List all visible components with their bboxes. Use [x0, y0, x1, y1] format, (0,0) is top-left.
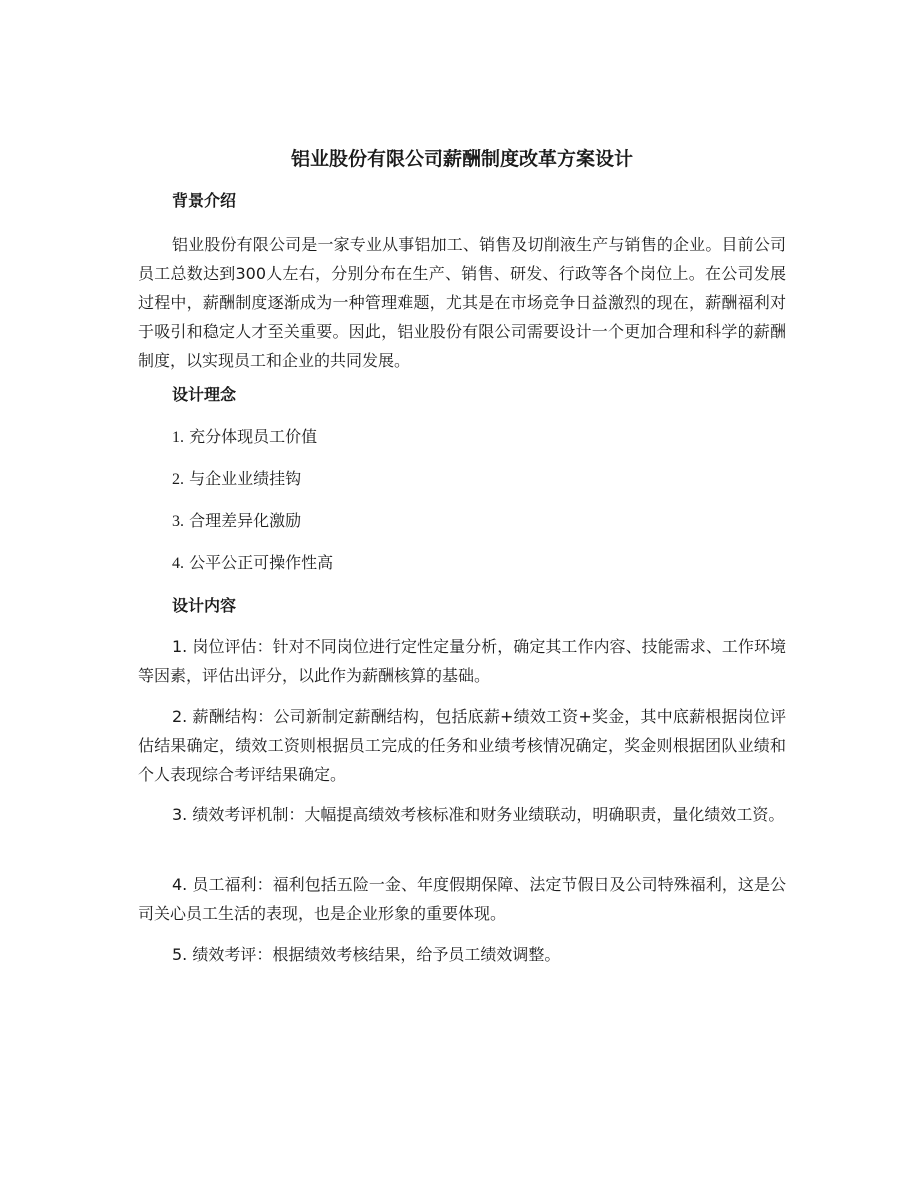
concept-item	[172, 510, 301, 533]
content-item: 1. 岗位评估：针对不同岗位进行定性定量分析，确定其工作内容、技能需求、工作环境等因素，评估出评分，以此作为薪酬核算的基础。	[138, 637, 786, 685]
concept-item	[172, 426, 317, 449]
content-item: 5. 绩效考评：根据绩效考核结果，给予员工绩效调整。	[172, 945, 561, 964]
concept-item	[172, 468, 301, 491]
concept-item-number: 2.	[172, 471, 184, 488]
background-paragraph: 铝业股份有限公司是一家专业从事铝加工、销售及切削液生产与销售的企业。目前公司员工总数达到300人左右，分别分布在生产、销售、研发、行政等各个岗位上。在公司发展过程中，薪酬制度逐渐成为一种管理难题，尤其是在市场竞争日益激烈的现在，薪酬福利对于吸引和稳定人才至关重要。因此，铝业股份有限公司需要设计一个更加合理和科学的薪酬制度，以实现员工和企业的共同发展。	[138, 235, 786, 370]
concept-item-text: 与企业业绩挂钩	[189, 469, 302, 488]
document-title: 铝业股份有限公司薪酬制度改革方案设计	[290, 148, 633, 170]
concept-item-text: 合理差异化激励	[189, 511, 302, 530]
concept-item-text: 充分体现员工价值	[189, 427, 318, 446]
section-heading-content: 设计内容	[172, 596, 237, 615]
concept-item-text: 公平公正可操作性高	[189, 553, 334, 572]
concept-item-number: 3.	[172, 513, 184, 530]
content-item: 3. 绩效考评机制：大幅提高绩效考核标准和财务业绩联动，明确职责，量化绩效工资。	[172, 805, 785, 824]
concept-item	[172, 552, 333, 575]
section-heading-background: 背景介绍	[172, 191, 237, 210]
concept-item-number: 4.	[172, 555, 184, 572]
content-item: 4. 员工福利：福利包括五险一金、年度假期保障、法定节假日及公司特殊福利，这是公司关心员工生活的表现，也是企业形象的重要体现。	[138, 875, 786, 923]
content-item: 2. 薪酬结构：公司新制定薪酬结构，包括底薪+绩效工资+奖金，其中底薪根据岗位评估结果确定，绩效工资则根据员工完成的任务和业绩考核情况确定，奖金则根据团队业绩和个人表现综合考评结果确定。	[138, 707, 786, 784]
concept-item-number: 1.	[172, 429, 184, 446]
section-heading-concept: 设计理念	[172, 385, 237, 404]
